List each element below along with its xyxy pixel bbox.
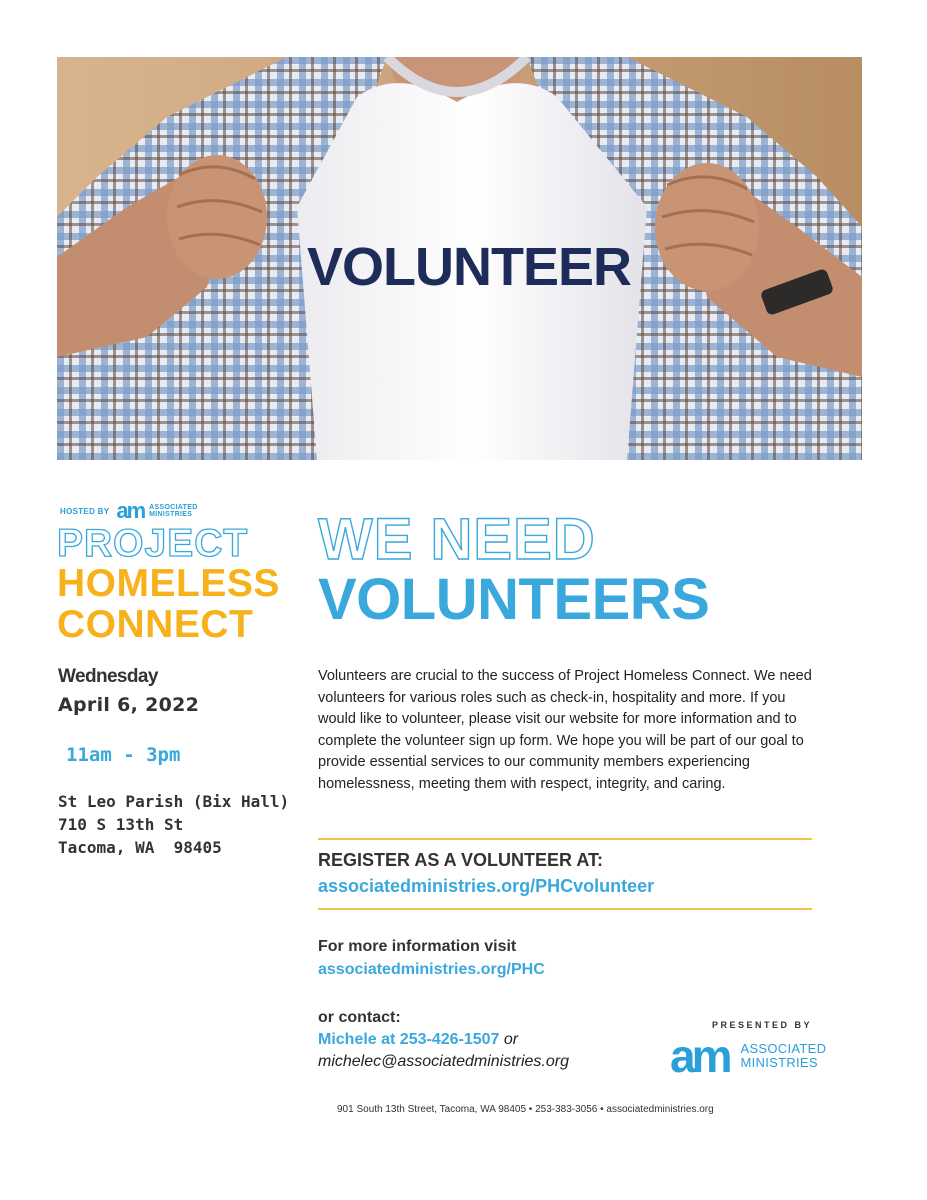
contact-email[interactable]: michelec@associatedministries.org <box>318 1053 569 1070</box>
event-date: April 6, 2022 <box>58 694 200 716</box>
event-time: 11am - 3pm <box>66 744 181 766</box>
venue-line-1: St Leo Parish (Bix Hall) <box>58 792 290 811</box>
contact-or: or <box>503 1031 519 1048</box>
info-heading: For more information visit <box>318 938 517 955</box>
volunteer-shirt-illustration <box>57 57 862 460</box>
register-heading: REGISTER AS A VOLUNTEER AT: <box>318 850 604 870</box>
event-title-connect: CONNECT <box>57 603 254 646</box>
am-logo-mark-small: am <box>116 498 145 523</box>
hero-photo <box>57 57 862 460</box>
contact-heading: or contact: <box>318 1009 401 1026</box>
host-name-line2: MINISTRIES <box>149 511 193 518</box>
venue-line-3: Tacoma, WA 98405 <box>58 838 222 857</box>
event-title-project: PROJECT <box>57 522 249 565</box>
event-title-homeless: HOMELESS <box>57 562 280 605</box>
event-day: Wednesday <box>58 666 158 687</box>
am-logo-mark: am <box>670 1030 729 1082</box>
presented-by-label: PRESENTED BY <box>712 1020 813 1030</box>
body-paragraph: Volunteers are crucial to the success of Project Homeless Connect. We need volunteers for various roles such as check-in, hospitality and more. If you would like to volunteer, please visit our website for more information and to complete the volunteer sign up form. We hope you will be part of our goal to provide essential services to our community members experiencing homelessness, meeting them with respect, integrity, and caring. <box>318 668 812 792</box>
contact-name-phone[interactable]: Michele at 253-426-1507 <box>318 1031 500 1048</box>
info-link[interactable]: associatedministries.org/PHC <box>318 961 545 978</box>
divider-bottom <box>318 908 812 910</box>
venue-line-2: 710 S 13th St <box>58 815 184 834</box>
footer-contact: 901 South 13th Street, Tacoma, WA 98405 • 253-383-3056 • associatedministries.org <box>337 1104 714 1115</box>
presenter-name-line2: MINISTRIES <box>740 1055 818 1070</box>
hosted-by-label: HOSTED BY <box>60 506 110 516</box>
contact-line <box>318 1031 518 1049</box>
divider-top <box>318 838 812 840</box>
host-name-line1: ASSOCIATED <box>149 504 198 511</box>
presenter-name <box>740 1042 826 1070</box>
associated-ministries-logo <box>670 1030 827 1082</box>
presenter-name-line1: ASSOCIATED <box>740 1041 827 1056</box>
host-name <box>149 504 197 518</box>
event-venue <box>58 790 289 859</box>
shirt-text: VOLUNTEER <box>306 237 632 297</box>
hosted-by <box>60 500 198 522</box>
headline-volunteers: VOLUNTEERS <box>318 567 710 632</box>
headline-we-need: WE NEED <box>318 507 596 572</box>
register-link[interactable]: associatedministries.org/PHCvolunteer <box>318 876 655 896</box>
